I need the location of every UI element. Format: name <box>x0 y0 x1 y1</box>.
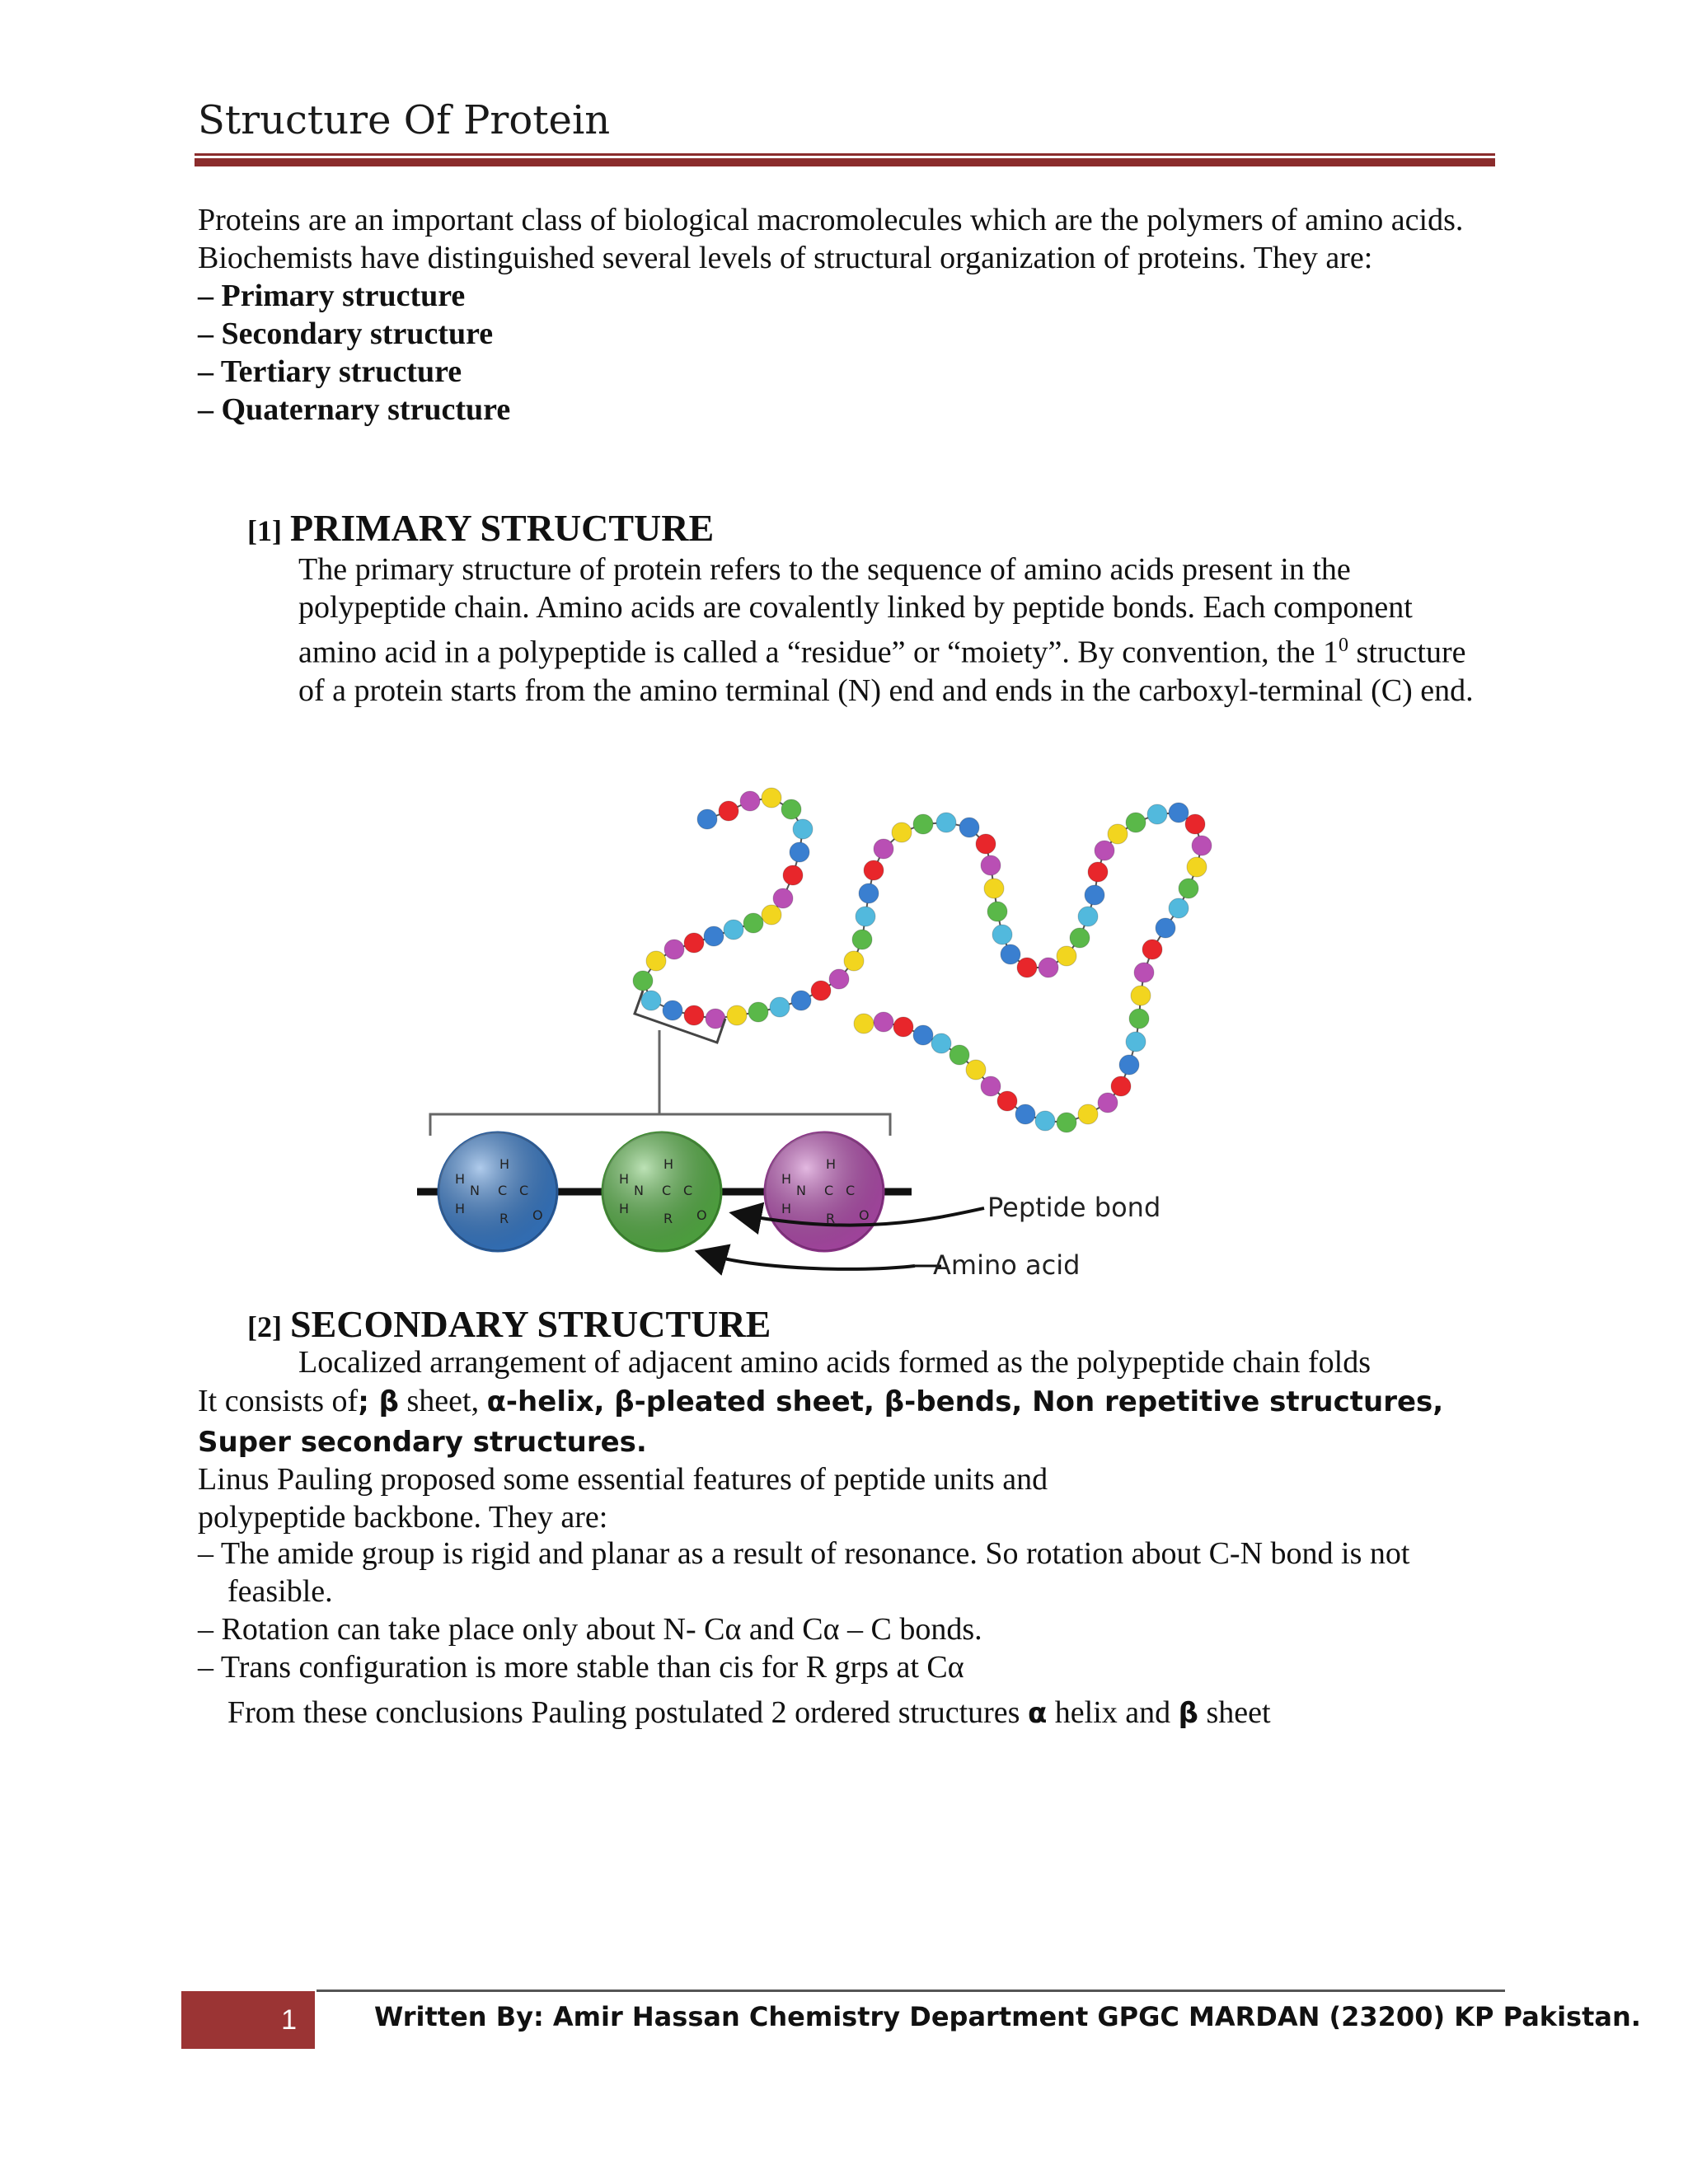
amino-acid-blue <box>438 1132 557 1251</box>
amino-acid-bead <box>1057 946 1076 966</box>
amino-acid-bead <box>762 905 781 925</box>
footer-rule <box>316 1990 1505 1992</box>
amino-acid-bead <box>781 799 801 819</box>
page-title: Structure Of Protein <box>198 97 611 143</box>
amino-acid-bead <box>931 1033 951 1053</box>
atom-n: N <box>634 1183 644 1198</box>
amino-acid-bead <box>1147 804 1167 824</box>
amino-acid-bead <box>1088 862 1108 882</box>
amino-acid-bead <box>743 913 763 933</box>
pauling-line-1: Linus Pauling proposed some essential features of peptide units and <box>198 1462 1048 1497</box>
atom-h: H <box>826 1156 837 1172</box>
amino-acid-bead <box>1057 1113 1076 1132</box>
amino-acid-bead <box>864 860 884 880</box>
amino-acid-bead <box>1039 958 1058 977</box>
amino-acid-bead <box>762 788 781 808</box>
amino-acid-bead <box>1126 1032 1146 1052</box>
amino-acid-bead <box>1098 1093 1118 1113</box>
header-rule-thin <box>195 153 1495 156</box>
amino-acid-bead <box>1035 1111 1055 1131</box>
amino-acid-bead <box>1095 841 1114 860</box>
amino-acid-bead <box>987 902 1007 921</box>
section-number: [2] <box>247 1310 282 1343</box>
amino-acid-bead <box>663 1001 682 1020</box>
amino-acid-bead <box>1169 803 1189 823</box>
superscript-zero: 0 <box>1339 635 1349 656</box>
amino-acid-bead <box>727 1005 747 1025</box>
amino-acid-bead <box>1169 898 1189 918</box>
amino-acid-bead <box>874 1012 893 1032</box>
amino-acid-bead <box>856 907 875 926</box>
amino-acid-bead <box>724 920 743 940</box>
amino-acid-bead <box>1192 836 1212 855</box>
peptide-bond-label: Peptide bond <box>987 1192 1161 1223</box>
level-tertiary: – Tertiary structure <box>198 354 462 389</box>
amino-acid-bead <box>1187 857 1207 877</box>
amino-acid-bead <box>966 1060 986 1080</box>
amino-acid-bead <box>981 855 1001 875</box>
amino-acid-bead <box>1126 813 1146 832</box>
amino-acid-bead <box>783 865 803 885</box>
amino-acid-bead <box>1085 885 1104 905</box>
amino-acid-bead <box>844 951 864 971</box>
amino-acid-bead <box>852 930 872 949</box>
amino-acid-arrow <box>707 1254 915 1269</box>
amino-acid-bead <box>790 842 809 862</box>
level-primary: – Primary structure <box>198 279 466 313</box>
amino-acid-bead <box>684 933 704 953</box>
amino-acid-bead <box>1108 824 1128 844</box>
amino-acid-purple <box>765 1132 884 1251</box>
amino-acid-bead <box>748 1002 768 1022</box>
amino-acid-bead <box>1078 907 1098 926</box>
amino-acid-bead <box>1015 1104 1035 1124</box>
atom-c: C <box>824 1183 834 1198</box>
primary-structure-heading <box>247 506 714 550</box>
atom-h: H <box>781 1171 792 1187</box>
atom-c: C <box>519 1183 529 1198</box>
atom-o: O <box>532 1207 543 1223</box>
amino-acid-bead <box>892 823 912 842</box>
pauling-conclusion: From these conclusions Pauling postulated 2 ordered structures α helix and β sheet <box>227 1695 1271 1730</box>
amino-acid-bead <box>664 940 684 959</box>
amino-acid-bead <box>976 834 996 854</box>
atom-c: C <box>662 1183 672 1198</box>
primary-structure-paragraph: The primary structure of protein refers to the sequence of amino acids present in the polypeptide chain. Amino acids are covalently linked by peptide bonds. Each component amino acid in a polypeptide is called a “residue” or “moiety”. By convention, the $1^0$ structure of a protein starts from the amino terminal (N) end and ends in the carboxyl-terminal (C) end. <box>298 552 1474 708</box>
amino-acid-bead <box>997 1091 1017 1111</box>
amino-acid-bead <box>1001 944 1020 964</box>
amino-acid-bead <box>633 971 653 991</box>
atom-h: H <box>619 1171 630 1187</box>
amino-acid-bead <box>740 791 760 811</box>
amino-acid-bead <box>913 814 933 834</box>
atom-h: H <box>499 1156 510 1172</box>
level-quaternary: – Quaternary structure <box>198 392 511 427</box>
page-number: 1 <box>181 1991 315 2049</box>
atom-c: C <box>498 1183 508 1198</box>
feature-item: – The amide group is rigid and planar as a result of resonance. So rotation about C-N bond is not feasible. <box>198 1536 1410 1609</box>
section-title: SECONDARY STRUCTURE <box>289 1303 771 1345</box>
level-secondary: – Secondary structure <box>198 316 494 351</box>
amino-acid-bead <box>874 839 893 859</box>
secondary-structure-heading <box>247 1302 771 1346</box>
amino-acid-bead <box>854 1014 874 1033</box>
amino-acid-bead <box>1017 958 1037 977</box>
amino-acid-bead <box>1131 986 1151 1005</box>
amino-acid-bead <box>1134 963 1154 982</box>
amino-acid-bead <box>1156 918 1175 938</box>
amino-acid-bead <box>859 883 879 903</box>
amino-acid-bead <box>992 925 1012 944</box>
amino-acid-bead <box>793 819 813 839</box>
amino-acid-bead <box>719 801 738 821</box>
section-title: PRIMARY STRUCTURE <box>289 507 715 549</box>
amino-acid-bead <box>1129 1009 1149 1029</box>
header-rule-thick <box>195 158 1495 166</box>
amino-acid-bead <box>959 818 979 837</box>
amino-acid-bead <box>791 991 811 1010</box>
atom-h: H <box>619 1201 630 1216</box>
pauling-line-2: polypeptide backbone. They are: <box>198 1500 608 1535</box>
polypeptide-diagram <box>396 775 1302 1294</box>
atom-r: R <box>663 1211 673 1226</box>
atom-r: R <box>499 1211 509 1226</box>
amino-acid-bead <box>697 809 717 829</box>
atom-r: R <box>826 1211 836 1226</box>
atom-c: C <box>683 1183 693 1198</box>
atom-h: H <box>781 1201 792 1216</box>
atom-n: N <box>796 1183 806 1198</box>
footer-credit: Written By: Amir Hassan Chemistry Department GPGC MARDAN (23200) KP Pakistan. <box>374 2001 1641 2032</box>
amino-acid-bead <box>1078 1104 1098 1124</box>
amino-acid-bead <box>1142 940 1162 959</box>
structure-levels-list <box>198 277 1492 429</box>
amino-acid-bead <box>684 1005 704 1025</box>
amino-acid-chain <box>633 788 1212 1132</box>
chain-link <box>643 798 1202 1122</box>
secondary-definition: Localized arrangement of adjacent amino acids formed as the polypeptide chain folds <box>298 1345 1371 1380</box>
feature-item: – Trans configuration is more stable than cis for R grps at Cα <box>198 1650 964 1685</box>
pauling-features-list <box>198 1535 1500 1686</box>
atom-h: H <box>455 1171 466 1187</box>
atom-h: H <box>663 1156 674 1172</box>
amino-acid-bead <box>913 1025 933 1045</box>
secondary-consists: It consists of; β sheet, α-helix, β-pleated sheet, β-bends, Non repetitive structures, Super secondary structures. <box>198 1384 1444 1459</box>
amino-acid-bead <box>704 926 724 946</box>
amino-acid-bead <box>1185 814 1205 834</box>
amino-acid-green <box>603 1132 721 1251</box>
amino-acid-bead <box>1179 879 1198 898</box>
intro-section <box>198 201 1492 429</box>
amino-acid-label: Amino acid <box>933 1249 1081 1281</box>
intro-paragraph: Proteins are an important class of biological macromolecules which are the polymers of amino acids. Biochemists have distinguished several levels of structural organization of proteins. They are: <box>198 203 1464 275</box>
atom-o: O <box>696 1207 707 1223</box>
polypeptide-figure <box>396 775 1302 1294</box>
amino-acid-bead <box>773 888 793 908</box>
amino-acid-bead <box>646 951 666 971</box>
amino-acid-bead <box>893 1017 913 1037</box>
amino-acid-bead <box>811 981 831 1001</box>
amino-acid-bead <box>981 1076 1001 1096</box>
atom-n: N <box>470 1183 480 1198</box>
amino-acid-bead <box>984 879 1004 898</box>
atom-c: C <box>846 1183 856 1198</box>
amino-acid-bead <box>950 1045 969 1065</box>
atom-h: H <box>455 1201 466 1216</box>
amino-acid-bead <box>641 991 661 1010</box>
amino-acid-bead <box>829 969 849 989</box>
amino-acid-bead <box>770 997 790 1017</box>
atom-o: O <box>859 1207 870 1223</box>
section-number: [1] <box>247 514 282 547</box>
amino-acid-bead <box>936 813 956 832</box>
feature-item: – Rotation can take place only about N- Cα and Cα – C bonds. <box>198 1612 982 1647</box>
amino-acid-bead <box>1119 1055 1139 1075</box>
amino-acid-bead <box>1111 1076 1131 1096</box>
amino-acid-bead <box>1070 928 1090 948</box>
